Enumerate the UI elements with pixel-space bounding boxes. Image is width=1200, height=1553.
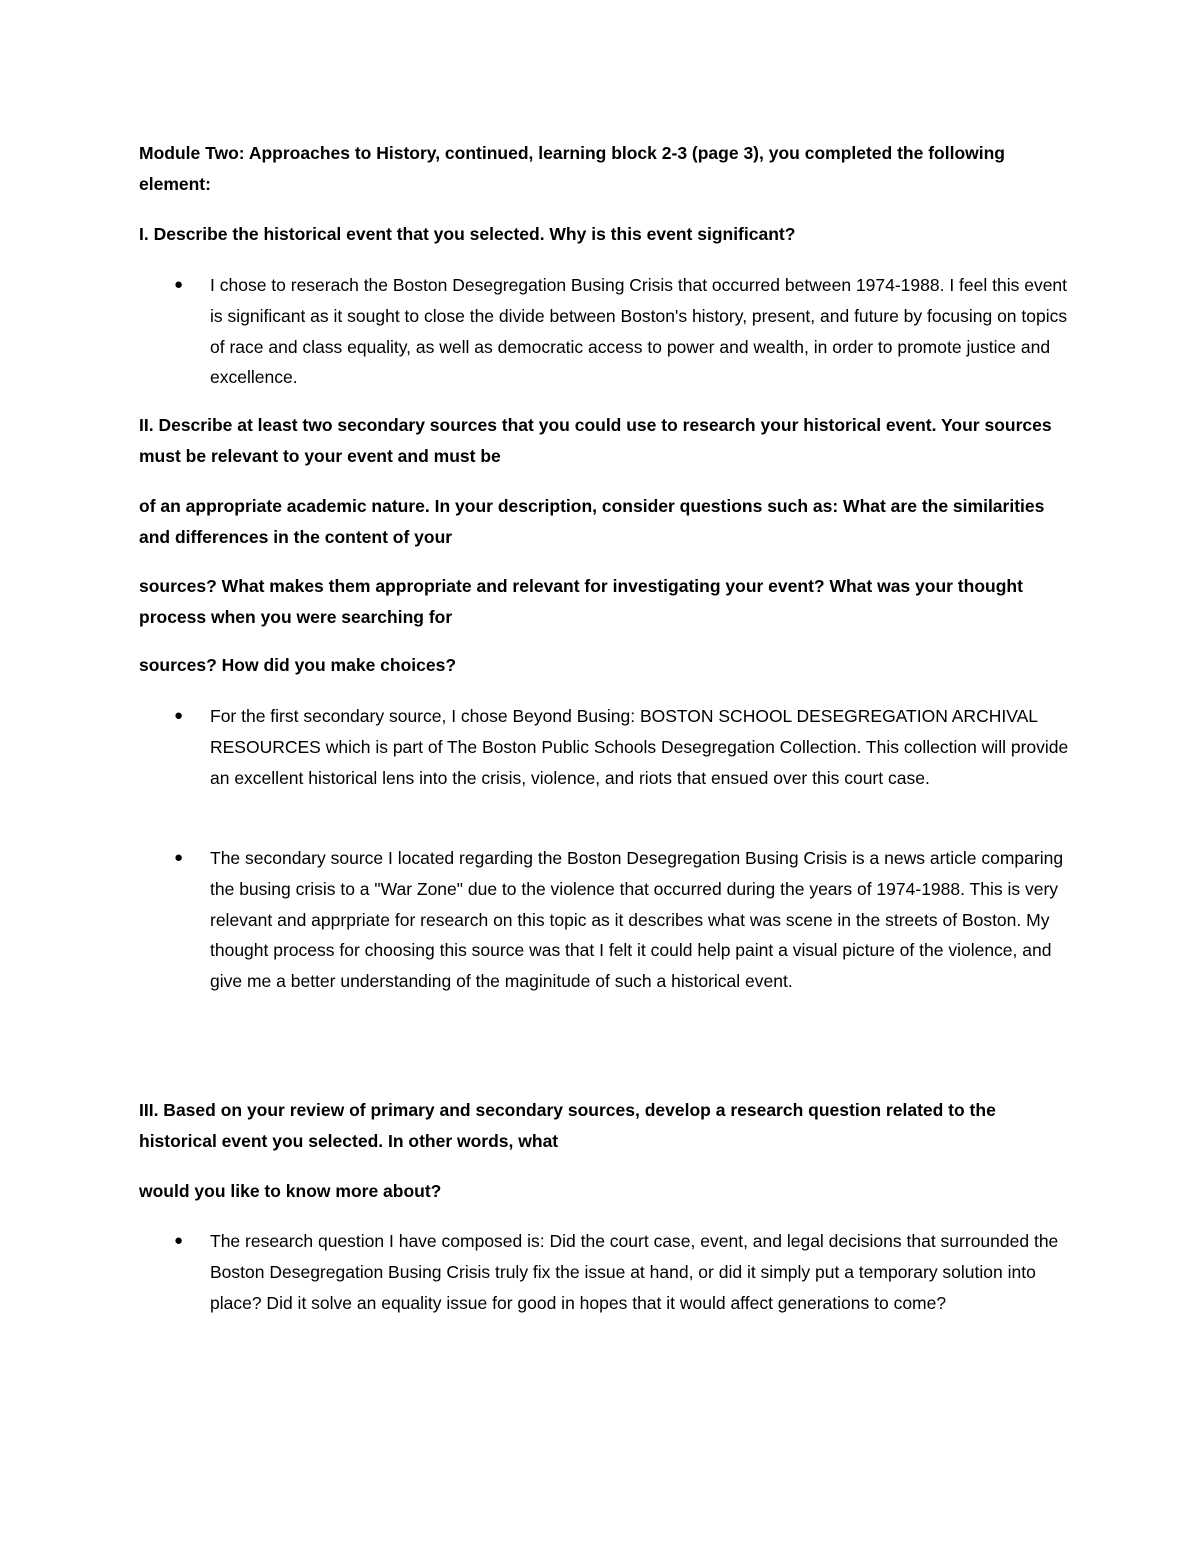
section-3-bullet-1 (174, 1226, 1080, 1318)
section-3-heading-part-2: would you like to know more about? (139, 1181, 442, 1201)
section-1-bullet-1 (174, 270, 1080, 393)
bullet-text: I chose to reserach the Boston Desegregation Busing Crisis that occurred between 1974-1988. I feel this event is significant as it sought to close the divide between Boston's history, present, and future by focusing on topics of race and class equality, as well as democratic access to power and wealth, in order to promote justice and excellence. (210, 275, 1068, 388)
section-2-bullet-1 (174, 701, 1080, 793)
section-2-bullet-2 (174, 843, 1080, 997)
intro-paragraph: Module Two: Approaches to History, continued, learning block 2-3 (page 3), you completed the following element: (139, 143, 1005, 194)
section-2-heading-part-3: sources? What makes them appropriate and relevant for investigating your event? What was your thought process when you were searching for (139, 576, 1023, 627)
section-2-heading-part-1: II. Describe at least two secondary sources that you could use to research your historical event. Your sources must be relevant to your event and must be (139, 415, 1052, 466)
bullet-text: The secondary source I located regarding the Boston Desegregation Busing Crisis is a news article comparing the busing crisis to a "War Zone" due to the violence that occurred during the years of 1974-1988. This is very relevant and apprpriate for research on this topic as it describes what was scene in the streets of Boston. My thought process for choosing this source was that I felt it could help paint a visual picture of the violence, and give me a better understanding of the maginitude of such a historical event. (210, 848, 1064, 992)
bullet-icon: ● (174, 276, 184, 293)
bullet-text: The research question I have composed is: Did the court case, event, and legal decisions that surrounded the Boston Desegregation Busing Crisis truly fix the issue at hand, or did it simply put a temporary solution into place? Did it solve an equality issue for good in hopes that it would affect generations to come? (210, 1231, 1059, 1313)
bullet-icon: ● (174, 849, 184, 866)
section-2-heading-part-4: sources? How did you make choices? (139, 655, 457, 675)
bullet-icon: ● (174, 1232, 184, 1249)
bullet-icon: ● (174, 707, 184, 724)
section-3-heading-part-1: III. Based on your review of primary and secondary sources, develop a research question related to the historical event you selected. In other words, what (139, 1100, 996, 1151)
section-2-heading-part-2: of an appropriate academic nature. In your description, consider questions such as: What are the similarities and differences in the content of your (139, 496, 1045, 547)
section-1-heading: I. Describe the historical event that you selected. Why is this event significant? (139, 224, 796, 244)
bullet-text: For the first secondary source, I chose Beyond Busing: BOSTON SCHOOL DESEGREGATION ARCHIVAL RESOURCES which is part of The Boston Public Schools Desegregation Collection. This collection will provide an excellent historical lens into the crisis, violence, and riots that ensued over this court case. (210, 706, 1069, 788)
